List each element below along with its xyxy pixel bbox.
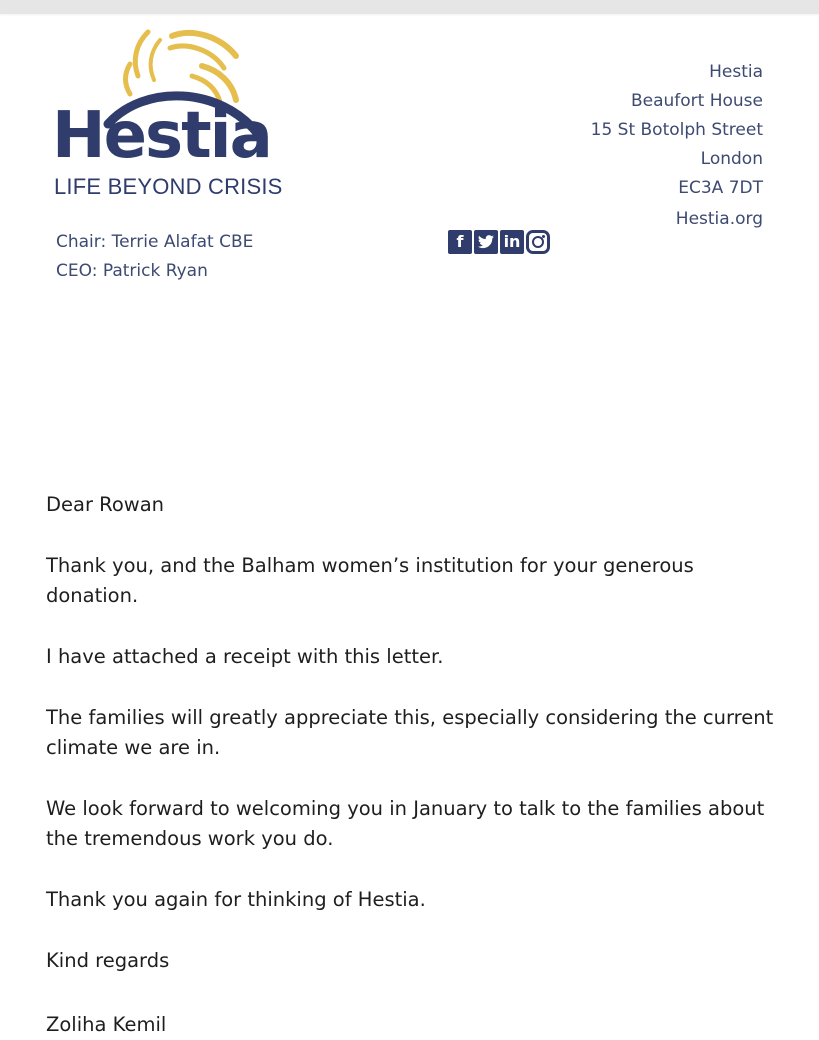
- twitter-bird-glyph: [478, 235, 494, 249]
- twitter-icon[interactable]: [474, 230, 498, 254]
- paragraph-thanks-again: Thank you again for thinking of Hestia.: [46, 888, 426, 911]
- chair-line: Chair: Terrie Alafat CBE: [56, 232, 254, 252]
- closing: Kind regards: [46, 949, 170, 972]
- logo-tagline: LIFE BEYOND CRISIS: [54, 174, 283, 199]
- address-line-postcode: EC3A 7DT: [678, 178, 763, 198]
- governance-block: [56, 228, 253, 286]
- social-links: [448, 230, 550, 254]
- paragraph-families: The families will greatly appreciate this, especially considering the current climate we are in.: [46, 706, 774, 759]
- instagram-icon[interactable]: [526, 230, 550, 254]
- website-link[interactable]: Hestia.org: [675, 209, 763, 229]
- top-strip: [0, 0, 819, 14]
- address-line-city: London: [700, 149, 763, 169]
- address-line-street: 15 St Botolph Street: [590, 120, 763, 140]
- letter-body: [46, 490, 776, 1007]
- paragraph-receipt: I have attached a receipt with this letter.: [46, 645, 444, 668]
- address-line-org: Hestia: [709, 62, 763, 82]
- address-block: [591, 58, 763, 234]
- salutation: Dear Rowan: [46, 493, 165, 516]
- paragraph-visit: We look forward to welcoming you in January to talk to the families about the tremendous work you do.: [46, 797, 765, 850]
- hestia-logo: [52, 26, 283, 202]
- instagram-dot: [542, 235, 545, 238]
- linkedin-icon[interactable]: in: [500, 230, 524, 254]
- address-line-building: Beaufort House: [630, 91, 763, 111]
- signatory-name: Zoliha Kemil: [46, 1013, 167, 1036]
- paragraph-thanks: Thank you, and the Balham women’s institution for your generous donation.: [46, 554, 694, 607]
- logo-wordmark: Hestia: [52, 99, 271, 173]
- facebook-icon[interactable]: f: [448, 230, 472, 254]
- ceo-line: CEO: Patrick Ryan: [56, 261, 208, 281]
